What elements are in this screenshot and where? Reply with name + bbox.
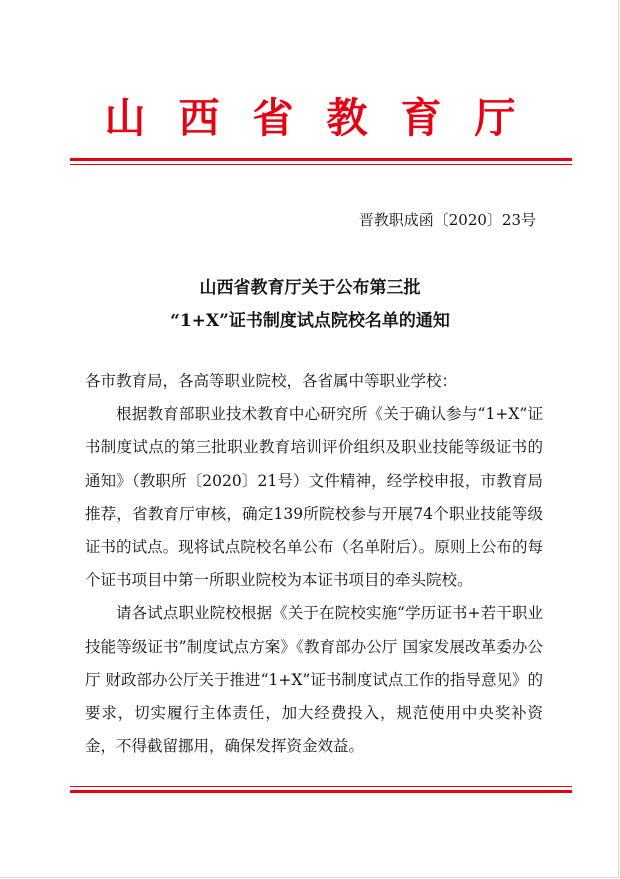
document-body [85,365,543,763]
footer-rule-thick [70,790,572,793]
document-title-line-1: 山西省教育厅关于公布第三批 [199,278,421,298]
footer-rule-thin [70,786,572,787]
document-title-line-2: “1+X”证书制度试点院校名单的通知 [170,311,450,331]
masthead-rule-thin-top [70,164,572,165]
document-number: 晋教职成函〔2020〕23号 [358,211,536,229]
masthead-rule-thick-top [70,158,572,161]
document-title [0,272,620,338]
body-paragraph-1: 根据教育部职业技术教育中心研究所《关于确认参与“1+X”证书制度试点的第三批职业教育培训评价组织及职业技能等级证书的通知》（教职所〔2020〕21号）文件精神，经学校申报，市教育局推荐，省教育厅审核，确定139所院校参与开展74个职业技能等级证书的试点。现将试点院校名单公布（名单附后）。原则上公布的每个证书项目中第一所职业院校为本证书项目的牵头院校。 [85,405,543,590]
issuer-masthead: 山西省教育厅 [104,94,549,142]
salutation: 各市教育局，各高等职业院校，各省属中等职业学校： [85,372,458,390]
body-paragraph-2: 请各试点职业院校根据《关于在院校实施“学历证书+若干职业技能等级证书”制度试点方案》《教育部办公厅 国家发展改革委办公厅 财政部办公厅关于推进“1+X”证书制度试点工作的指导意见》的要求，切实履行主体责任，加大经费投入，规范使用中央奖补资金，不得截留挪用，确保发挥资金效益。 [85,604,543,756]
